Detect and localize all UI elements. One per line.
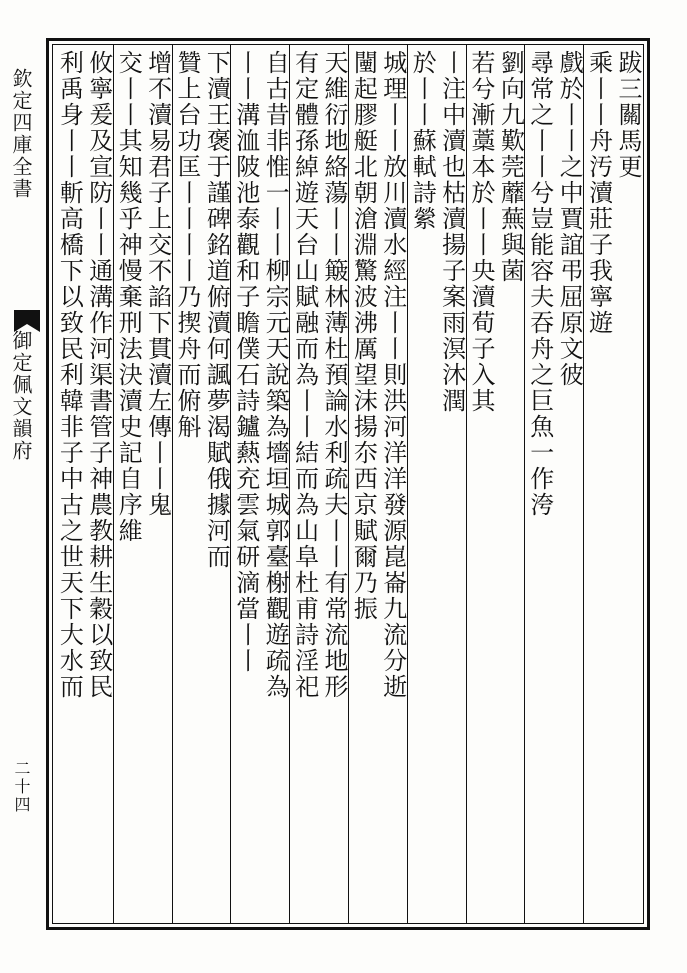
text-column: 有定體孫綽遊天台山賦融而為丨丨結而為山阜杜甫詩淫祀: [290, 50, 319, 700]
text-column: 下瀆王褒于謹碑銘道俯瀆何諷夢渴賦俄據河而: [202, 50, 231, 570]
column-rule: [407, 44, 408, 924]
fishtail-mark-icon: [14, 310, 40, 324]
column-rule: [172, 44, 173, 924]
text-column: 贊上台功匡丨丨丨丨乃揳舟而俯斛: [172, 50, 201, 440]
text-column: 尋常之丨丨兮豈能容夫吞舟之巨魚一作洿: [525, 50, 554, 518]
text-column: 增不瀆易君子上交不諂下貫瀆左傳丨丨鬼: [143, 50, 172, 518]
book-subtitle: 御定佩文韻府: [9, 330, 33, 462]
column-rule: [289, 44, 290, 924]
page-margin: [4, 40, 40, 930]
column-rule: [113, 44, 114, 924]
text-column: 自古昔非惟一丨丨柳宗元天說築為墻垣城郭臺榭觀遊疏為: [261, 50, 290, 700]
text-column: 若兮漸藁本於丨丨央瀆荀子入其: [466, 50, 495, 414]
text-column: 於丨丨蘇軾詩縈: [408, 50, 437, 232]
text-column: 跋三關馬更: [613, 50, 642, 180]
text-column: 天維衍地絡蕩丨丨簸林薄杜預論水利疏夫丨丨有常流地形: [319, 50, 348, 700]
column-rule: [524, 44, 525, 924]
text-column: 城理丨丨放川瀆水經注丨丨則洪河洋洋發源崑崙九流分逝: [378, 50, 407, 700]
text-column: 戲於丨丨之中賈誼弔屈原文彼: [555, 50, 584, 388]
column-rule: [348, 44, 349, 924]
page-number: 二十四: [12, 760, 31, 814]
text-column: 丨丨溝洫陂池泰觀和子瞻僕石詩鑪爇充雲氣研滴當丨丨: [231, 50, 260, 674]
text-column: 交丨丨其知幾乎神慢棄刑法決瀆史記自序維: [114, 50, 143, 544]
column-rule: [466, 44, 467, 924]
book-title: 欽定四庫全書: [9, 68, 33, 200]
column-rule: [230, 44, 231, 924]
column-rule: [583, 44, 584, 924]
text-column: 攸寧爰及宣防丨丨通溝作河渠書管子神農教耕生穀以致民: [84, 50, 113, 700]
text-column: 丨注中瀆也枯瀆揚子案雨溟沐潤: [437, 50, 466, 414]
text-column: 闉起膠艇北朝滄淵驚波沸厲望沫揚夵西京賦爾乃振: [349, 50, 378, 622]
text-column: 乘丨丨舟汚瀆莊子我寧遊: [584, 50, 613, 336]
text-column: 利禹身丨丨斬高橋下以致民利韓非子中古之世天下大水而: [55, 50, 84, 700]
text-column: 劉向九歎莞蘼蕪與菌: [496, 50, 525, 284]
